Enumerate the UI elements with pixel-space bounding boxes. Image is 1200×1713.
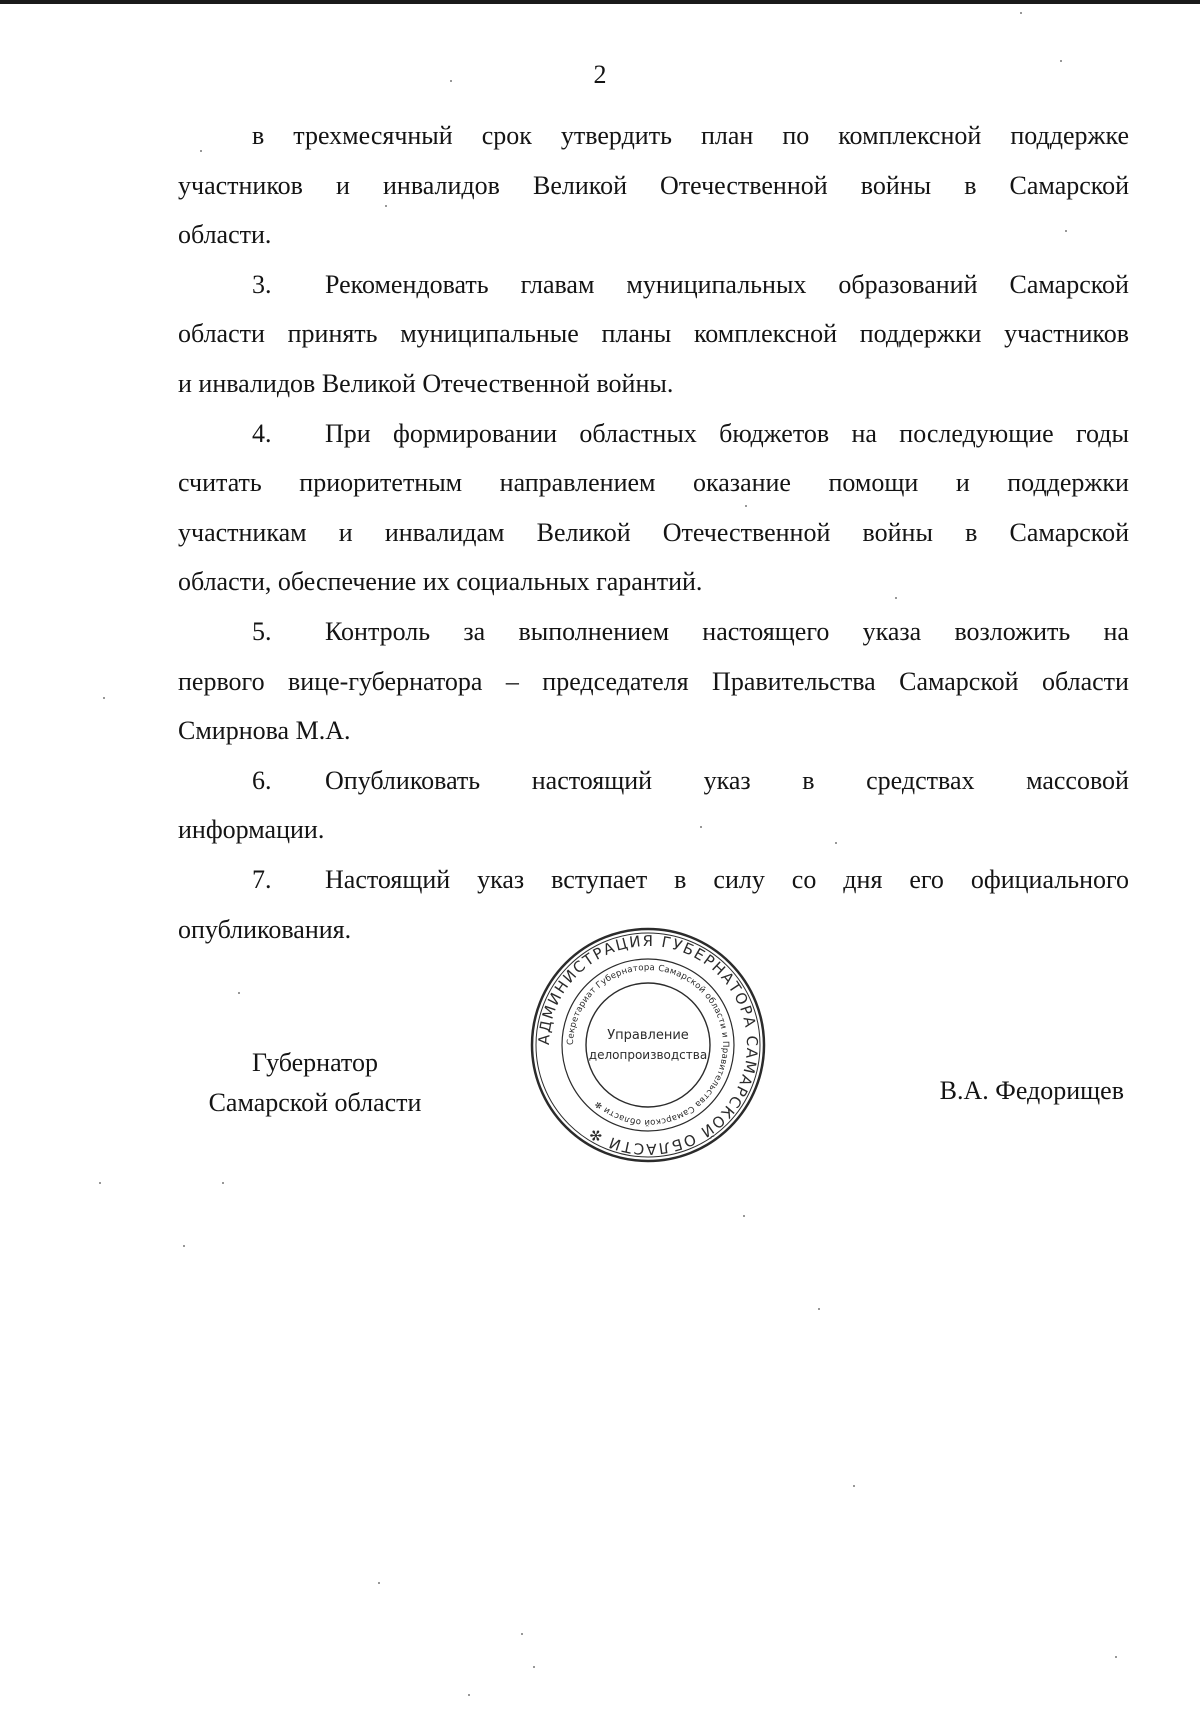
body-word: областных bbox=[579, 419, 697, 448]
body-word: его bbox=[909, 865, 944, 894]
body-word: помощи bbox=[828, 468, 919, 497]
body-word: срок bbox=[481, 121, 532, 150]
body-line bbox=[178, 468, 1129, 498]
body-word: муниципальные bbox=[400, 319, 579, 348]
body-word: на bbox=[851, 419, 877, 448]
body-word: участников bbox=[178, 171, 303, 200]
scan-speck bbox=[99, 1182, 101, 1184]
body-word: в bbox=[252, 121, 265, 150]
body-line bbox=[252, 121, 1129, 151]
seal-inner-text: Секретариат Губернатора Самарской области и Правительства Самарской области ✻ bbox=[565, 962, 731, 1128]
scan-speck bbox=[238, 992, 240, 994]
body-word: настоящего bbox=[702, 617, 830, 646]
signatory-name: В.А. Федорищев bbox=[939, 1076, 1124, 1105]
body-word: области bbox=[1042, 667, 1129, 696]
body-word: муниципальных bbox=[626, 270, 807, 299]
svg-text:Секретариат Губернатора Самарс bbox=[566, 963, 730, 1127]
body-word: войны bbox=[862, 518, 933, 547]
body-word: в bbox=[674, 865, 687, 894]
body-word: средствах bbox=[866, 766, 975, 795]
body-word: возложить bbox=[954, 617, 1071, 646]
body-word: вице-губернатора bbox=[288, 667, 483, 696]
body-word: Контроль bbox=[325, 617, 431, 646]
body-word: настоящий bbox=[531, 766, 653, 795]
body-word: за bbox=[463, 617, 486, 646]
list-number: 5. bbox=[252, 617, 272, 646]
body-word: области bbox=[178, 319, 265, 348]
scan-speck bbox=[222, 1182, 224, 1184]
body-word: принять bbox=[287, 319, 378, 348]
scan-speck bbox=[1065, 230, 1067, 232]
body-word: Рекомендовать bbox=[325, 270, 489, 299]
list-number: 7. bbox=[252, 865, 272, 894]
body-word: Настоящий bbox=[325, 865, 451, 894]
body-word: трехмесячный bbox=[293, 121, 453, 150]
body-word: направлением bbox=[499, 468, 656, 497]
body-word: и bbox=[955, 468, 970, 497]
body-word: последующие bbox=[899, 419, 1054, 448]
body-word: Отечественной bbox=[662, 518, 831, 547]
body-word: – bbox=[505, 667, 519, 696]
body-word: план bbox=[700, 121, 754, 150]
signatory-title-line1: Губернатор bbox=[252, 1048, 378, 1077]
seal-center-line1: Управление bbox=[607, 1028, 689, 1043]
scan-speck bbox=[1060, 60, 1062, 62]
scan-speck bbox=[835, 842, 837, 844]
body-word: Самарской bbox=[1009, 518, 1129, 547]
body-word: инвалидам bbox=[384, 518, 505, 547]
body-word: Опубликовать bbox=[325, 766, 481, 795]
seal-outer-text: АДМИНИСТРАЦИЯ ГУБЕРНАТОРА САМАРСКОЙ ОБЛАСТИ ✻ bbox=[534, 931, 762, 1159]
body-line: информации. bbox=[178, 815, 325, 844]
scan-speck bbox=[200, 150, 202, 152]
body-word: главам bbox=[520, 270, 595, 299]
body-word: и bbox=[336, 171, 350, 200]
body-word: При bbox=[325, 419, 371, 448]
body-word: поддержки bbox=[1007, 468, 1129, 497]
body-word: Правительства bbox=[712, 667, 876, 696]
body-word: образований bbox=[838, 270, 978, 299]
body-word: инвалидов bbox=[382, 171, 500, 200]
scan-speck bbox=[521, 1633, 523, 1635]
body-word: планы bbox=[601, 319, 672, 348]
body-word: Великой bbox=[532, 171, 627, 200]
list-number: 6. bbox=[252, 766, 272, 795]
body-word: со bbox=[791, 865, 817, 894]
body-line bbox=[325, 865, 1129, 895]
body-word: приоритетным bbox=[299, 468, 463, 497]
body-word: Самарской bbox=[1009, 171, 1129, 200]
body-word: выполнением bbox=[518, 617, 670, 646]
body-word: указ bbox=[477, 865, 525, 894]
body-line: Смирнова М.А. bbox=[178, 716, 351, 745]
body-word: оказание bbox=[693, 468, 791, 497]
scan-speck bbox=[385, 205, 387, 207]
body-line bbox=[178, 667, 1129, 697]
body-line bbox=[178, 171, 1129, 201]
scan-speck bbox=[743, 1215, 745, 1217]
body-word: Отечественной bbox=[660, 171, 828, 200]
body-word: войны bbox=[860, 171, 932, 200]
body-word: и bbox=[338, 518, 353, 547]
scan-speck bbox=[745, 505, 747, 507]
scan-speck bbox=[853, 1485, 855, 1487]
body-word: массовой bbox=[1026, 766, 1129, 795]
body-line bbox=[325, 766, 1129, 796]
body-word: указ bbox=[703, 766, 751, 795]
body-word: в bbox=[964, 171, 977, 200]
scan-speck bbox=[183, 1245, 185, 1247]
body-word: указа bbox=[862, 617, 922, 646]
body-word: комплексной bbox=[693, 319, 838, 348]
page-number: 2 bbox=[593, 60, 607, 89]
scan-speck bbox=[1115, 1656, 1117, 1658]
signatory-title bbox=[160, 1043, 470, 1123]
body-line: области, обеспечение их социальных гарантий. bbox=[178, 567, 703, 596]
body-word: участникам bbox=[178, 518, 307, 547]
body-word: вступает bbox=[551, 865, 648, 894]
body-word: утвердить bbox=[560, 121, 672, 150]
body-word: участников bbox=[1004, 319, 1129, 348]
body-line bbox=[325, 419, 1129, 449]
body-word: годы bbox=[1076, 419, 1129, 448]
body-word: формировании bbox=[393, 419, 558, 448]
body-word: поддержке bbox=[1010, 121, 1129, 150]
body-word: считать bbox=[178, 468, 262, 497]
seal-center-line2: делопроизводства bbox=[588, 1048, 708, 1062]
body-word: в bbox=[965, 518, 978, 547]
body-word: Великой bbox=[536, 518, 631, 547]
body-word: Самарской bbox=[1009, 270, 1129, 299]
body-line: области. bbox=[178, 220, 272, 249]
body-word: официального bbox=[970, 865, 1129, 894]
body-word: комплексной bbox=[838, 121, 982, 150]
body-word: бюджетов bbox=[719, 419, 830, 448]
body-word: первого bbox=[178, 667, 265, 696]
scan-speck bbox=[700, 826, 702, 828]
list-number: 3. bbox=[252, 270, 272, 299]
signatory-title-line2: Самарской области bbox=[208, 1088, 422, 1117]
scan-speck bbox=[818, 1308, 820, 1310]
body-word: в bbox=[802, 766, 815, 795]
body-word: поддержки bbox=[859, 319, 982, 348]
scan-speck bbox=[450, 80, 452, 82]
body-word: по bbox=[782, 121, 810, 150]
body-line bbox=[178, 319, 1129, 349]
body-word: дня bbox=[843, 865, 883, 894]
scan-speck bbox=[103, 697, 105, 699]
scan-speck bbox=[378, 1582, 380, 1584]
list-number: 4. bbox=[252, 419, 272, 448]
scan-speck bbox=[895, 597, 897, 599]
scan-speck bbox=[533, 1666, 535, 1668]
body-word: на bbox=[1103, 617, 1129, 646]
scan-speck bbox=[1020, 12, 1022, 14]
body-line: и инвалидов Великой Отечественной войны. bbox=[178, 369, 674, 398]
body-word: силу bbox=[713, 865, 765, 894]
body-line: опубликования. bbox=[178, 915, 352, 944]
scan-speck bbox=[468, 1694, 470, 1696]
official-seal-stamp bbox=[528, 925, 768, 1165]
top-border-line bbox=[0, 0, 1200, 4]
body-line bbox=[325, 617, 1129, 647]
body-word: Самарской bbox=[899, 667, 1019, 696]
body-line bbox=[325, 270, 1129, 300]
body-line bbox=[178, 518, 1129, 548]
body-word: председателя bbox=[542, 667, 689, 696]
